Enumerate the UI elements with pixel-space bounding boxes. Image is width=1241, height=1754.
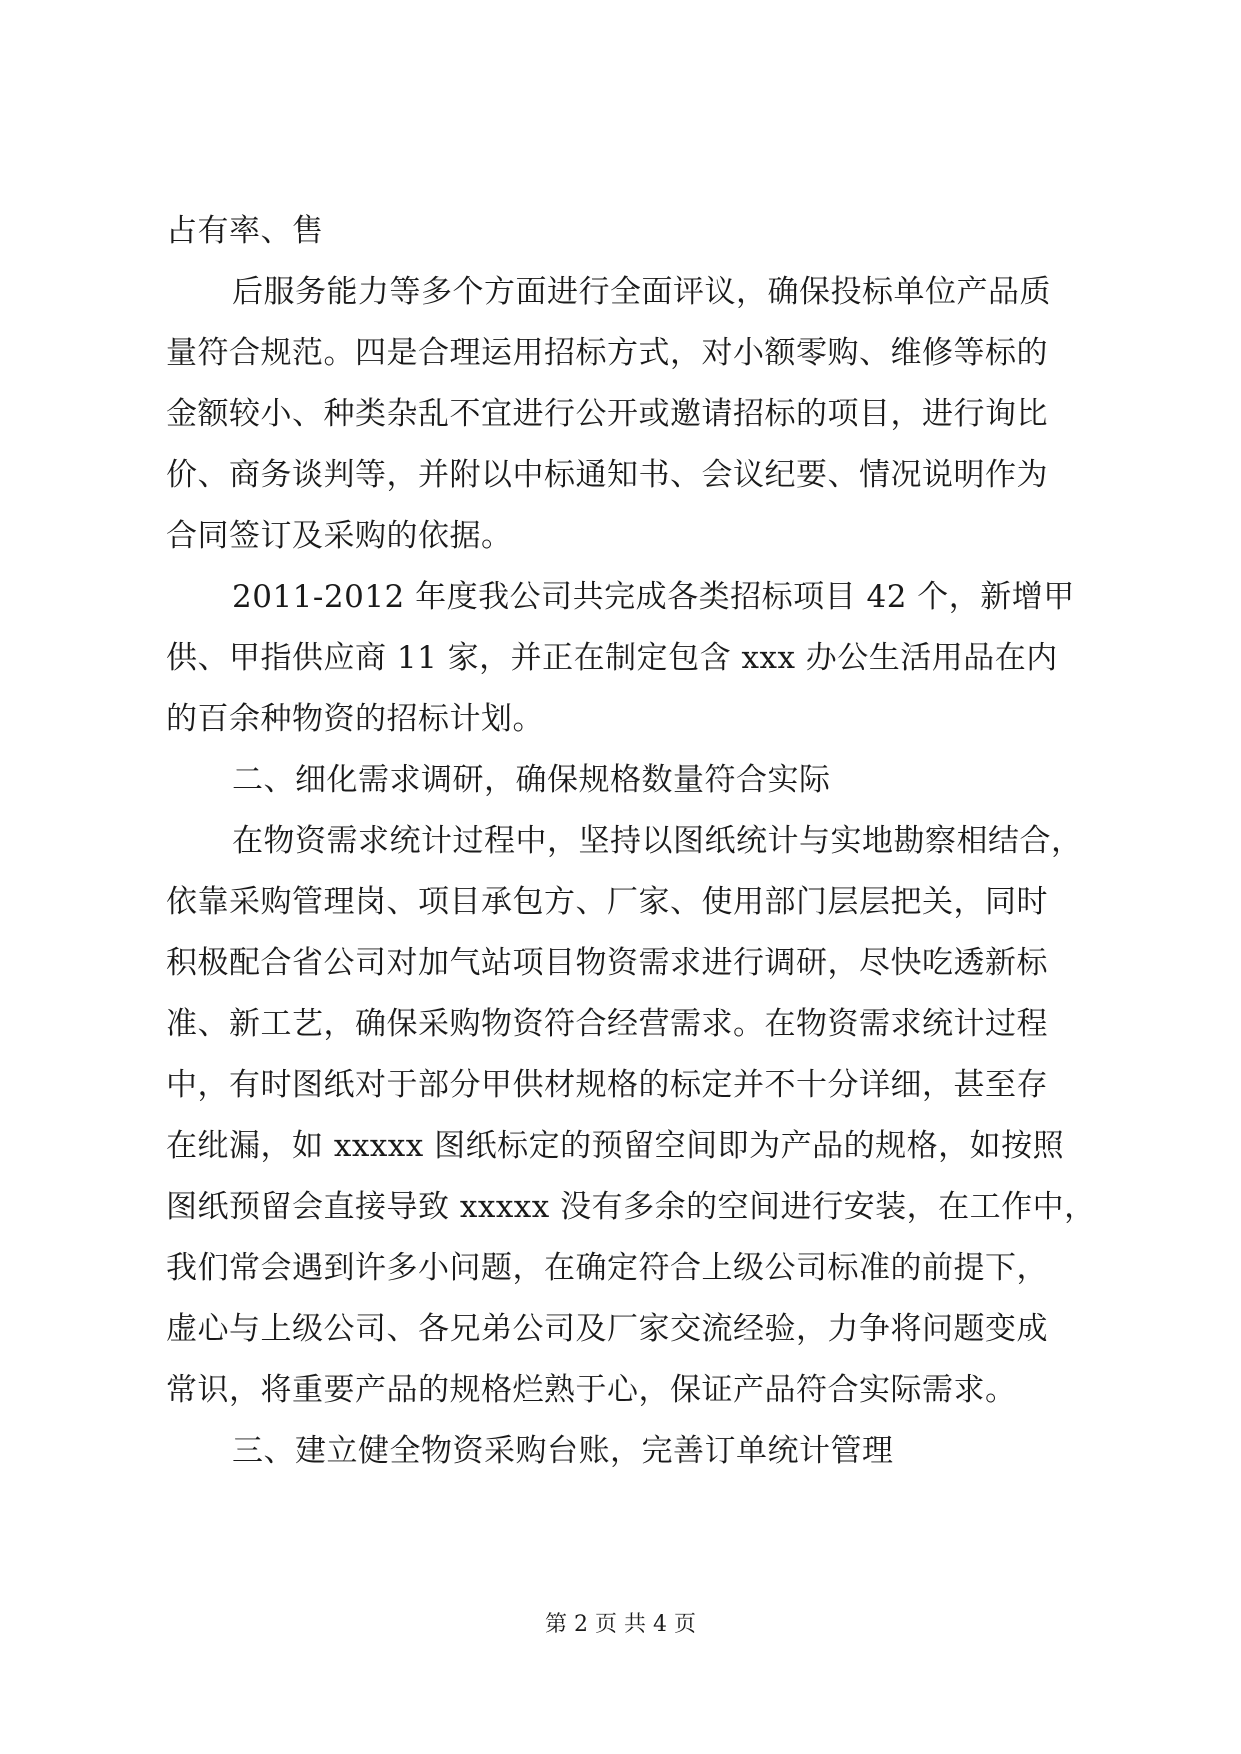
text-line: 准、新工艺，确保采购物资符合经营需求。在物资需求统计过程 (166, 1006, 1048, 1042)
text-line: 在纰漏，如 xxxxx 图纸标定的预留空间即为产品的规格，如按照 (166, 1128, 1065, 1164)
text-line: 占有率、售 (166, 213, 324, 249)
text-line: 积极配合省公司对加气站项目物资需求进行调研，尽快吃透新标 (166, 945, 1048, 981)
text-line: 图纸预留会直接导致 xxxxx 没有多余的空间进行安装，在工作中， (166, 1189, 1096, 1225)
text-line: 依靠采购管理岗、项目承包方、厂家、使用部门层层把关，同时 (166, 884, 1048, 920)
page-number-footer: 第 2 页 共 4 页 (545, 1612, 696, 1637)
paragraph-start-line: 后服务能力等多个方面进行全面评议，确保投标单位产品质 (232, 274, 1051, 310)
text-line: 中，有时图纸对于部分甲供材规格的标定并不十分详细，甚至存 (166, 1067, 1048, 1103)
text-line: 量符合规范。四是合理运用招标方式，对小额零购、维修等标的 (166, 335, 1048, 371)
text-line: 虚心与上级公司、各兄弟公司及厂家交流经验，力争将问题变成 (166, 1311, 1048, 1347)
section-heading: 三、建立健全物资采购台账，完善订单统计管理 (232, 1433, 894, 1469)
text-line: 供、甲指供应商 11 家，并正在制定包含 xxx 办公生活用品在内 (166, 640, 1058, 676)
paragraph-start-line: 在物资需求统计过程中，坚持以图纸统计与实地勘察相结合， (232, 823, 1083, 859)
paragraph-start-line: 2011-2012 年度我公司共完成各类招标项目 42 个，新增甲 (232, 579, 1075, 615)
section-heading: 二、细化需求调研，确保规格数量符合实际 (232, 762, 831, 798)
text-line: 我们常会遇到许多小问题，在确定符合上级公司标准的前提下， (166, 1250, 1048, 1286)
text-line: 金额较小、种类杂乱不宜进行公开或邀请招标的项目，进行询比 (166, 396, 1048, 432)
text-line: 合同签订及采购的依据。 (166, 518, 513, 554)
text-line: 常识，将重要产品的规格烂熟于心，保证产品符合实际需求。 (166, 1372, 1017, 1408)
text-line: 价、商务谈判等，并附以中标通知书、会议纪要、情况说明作为 (166, 457, 1048, 493)
text-line: 的百余种物资的招标计划。 (166, 701, 544, 737)
